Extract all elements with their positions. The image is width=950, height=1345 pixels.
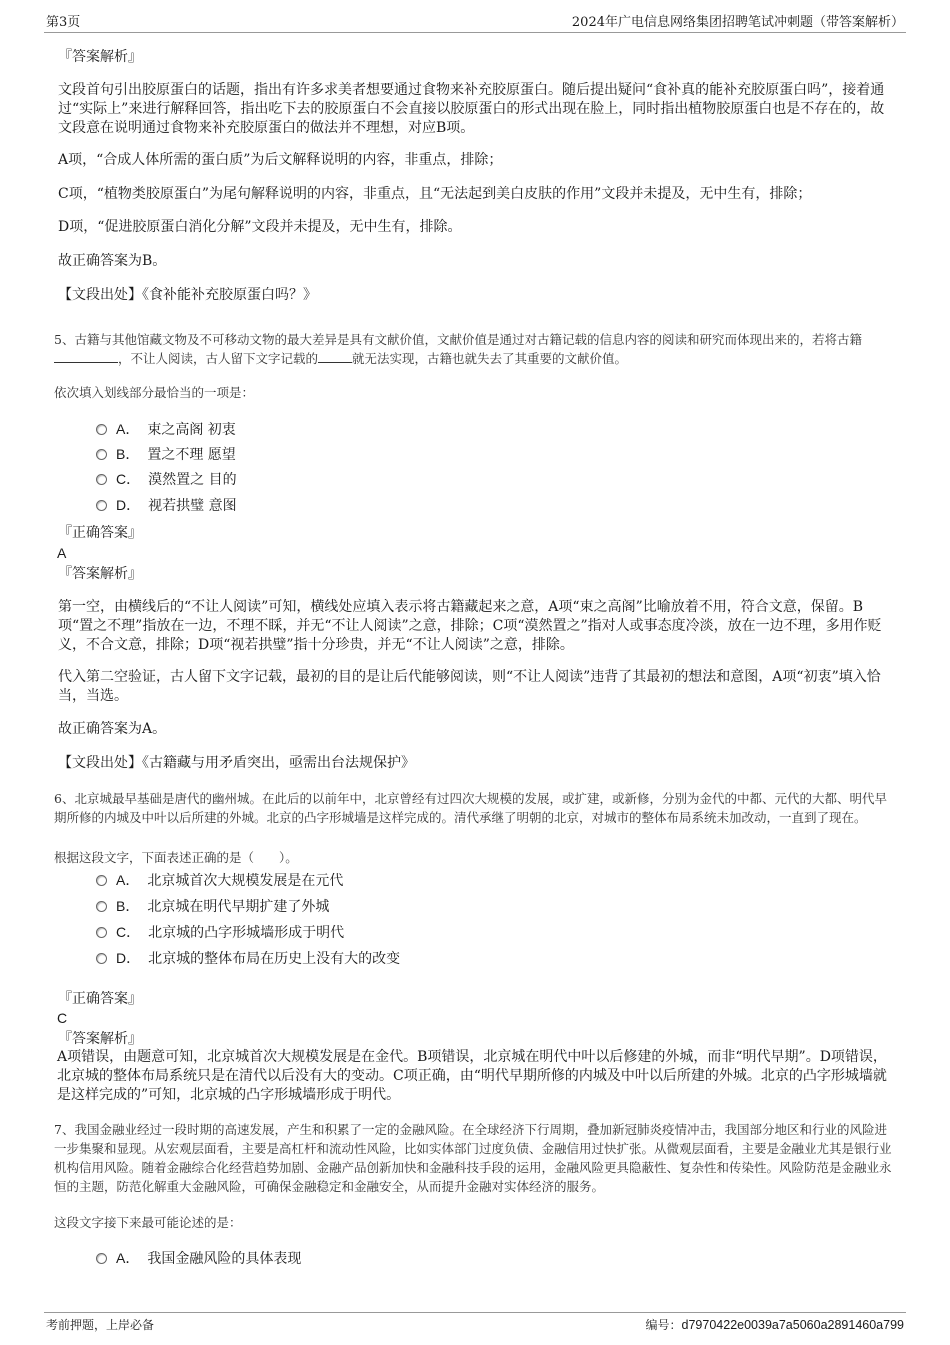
radio-icon[interactable] (96, 875, 107, 886)
page-header (0, 8, 950, 30)
question-prompt: 这段文字接下来最可能论述的是： (54, 1215, 242, 1230)
correct-answer: C (57, 1010, 68, 1026)
option-c[interactable]: C． 漠然置之 目的 (96, 468, 237, 490)
option-d[interactable]: D． 视若拱璧 意图 (96, 494, 237, 516)
question-stem: 5、古籍与其他馆藏文物及不可移动文物的最大差异是具有文献价值，文献价值是通过对古籍记载的信息内容的阅读和研究而体现出来的，若将古籍，不让人阅读，古人留下文字记载的 就无法实现，古籍也就失去了其重要的文献价值。 (54, 332, 862, 366)
correct-answer-label: 『正确答案』 (58, 991, 142, 1007)
question-stem: 7、我国金融业经过一段时期的高速发展，产生和积累了一定的金融风险。在全球经济下行周期，叠加新冠肺炎疫情冲击，我国部分地区和行业的风险进一步集聚和显现。从宏观层面看，主要是高杠杆和流动性风险，比如实体部门过度负债、金融信用过快扩张。从微观层面看，主要是金融业尤其是银行业机构信用风险。随着金融综合化经营趋势加剧、金融产品创新加快和金融科技手段的运用，金融风险更具隐蔽性、复杂性和传染性。风险防范是金融业永恒的主题，防范化解重大金融风险，可确保金融稳定和金融安全，从而提升金融对实体经济的服务。 (54, 1122, 892, 1194)
option-b[interactable]: B． 北京城在明代早期扩建了外城 (96, 895, 329, 917)
analysis-paragraph: 文段首句引出胶原蛋白的话题，指出有许多求美者想要通过食物来补充胶原蛋白。随后提出疑问“食补真的能补充胶原蛋白吗”，接着通过“实际上”来进行解释回答，指出吃下去的胶原蛋白不会直接以胶原蛋白的形式出现在脸上，同时指出植物胶原蛋白也是不存在的，故文段意在说明通过食物来补充胶原蛋白的做法并不理想，对应B项。 (58, 82, 885, 136)
option-c[interactable]: C． 北京城的凸字形城墙形成于明代 (96, 921, 344, 943)
option-a[interactable]: A． 北京城首次大规模发展是在元代 (96, 869, 343, 891)
option-a[interactable]: A． 束之高阁 初衷 (96, 418, 236, 440)
analysis-paragraph: D项，“促进胶原蛋白消化分解”文段并未提及，无中生有，排除。 (58, 219, 462, 235)
analysis-paragraph: A项，“合成人体所需的蛋白质”为后文解释说明的内容，非重点，排除； (58, 152, 503, 168)
source-citation: 【文段出处】《食补能补充胶原蛋白吗？》 (58, 287, 317, 303)
analysis-paragraph: 代入第二空验证，古人留下文字记载，最初的目的是让后代能够阅读，则“不让人阅读”违背了其最初的想法和意图，A项“初衷”填入恰当，当选。 (58, 669, 881, 704)
radio-icon[interactable] (96, 901, 107, 912)
radio-icon[interactable] (96, 953, 107, 964)
question-prompt: 依次填入划线部分最恰当的一项是： (54, 385, 255, 400)
analysis-paragraph: 第一空，由横线后的“不让人阅读”可知，横线处应填入表示将古籍藏起来之意，A项“束之高阁”比喻放着不用，符合文意，保留。B项“置之不理”指放在一边，不理不睬，并无“不让人阅读”之意，排除；C项“漠然置之”指对人或事态度冷淡，放在一边不理，多用作贬义，不合文意，排除；D项“视若拱璧”指十分珍贵，并无“不让人阅读”之意，排除。 (58, 599, 882, 653)
analysis-paragraph: C项，“植物类胶原蛋白”为尾句解释说明的内容，非重点，且“无法起到美白皮肤的作用”文段并未提及，无中生有，排除； (58, 186, 812, 202)
radio-icon[interactable] (96, 1253, 107, 1264)
page-number: 第3页 (46, 15, 81, 30)
option-b[interactable]: B． 置之不理 愿望 (96, 443, 236, 465)
conclusion: 故正确答案为B。 (58, 253, 167, 269)
option-a[interactable]: A． 我国金融风险的具体表现 (96, 1247, 301, 1269)
question-prompt: 根据这段文字，下面表述正确的是（ ）。 (54, 850, 298, 865)
analysis-label: 『答案解析』 (58, 1031, 142, 1047)
radio-icon[interactable] (96, 449, 107, 460)
radio-icon[interactable] (96, 424, 107, 435)
radio-icon[interactable] (96, 474, 107, 485)
footer-slogan: 考前押题，上岸必备 (46, 1318, 155, 1332)
analysis-paragraph: A项错误，由题意可知，北京城首次大规模发展是在金代。B项错误，北京城在明代中叶以后修建的外城，而非“明代早期”。D项错误，北京城的整体布局系统只是在清代以后没有大的变动。C项正确，由“明代早期所修的内城及中叶以后所建的外城。北京的凸字形城墙就是这样完成的”可知，北京城的凸字形城墙形成于明代。 (57, 1049, 887, 1103)
page-footer (0, 1312, 950, 1334)
analysis-label: 『答案解析』 (58, 566, 142, 582)
option-d[interactable]: D． 北京城的整体布局在历史上没有大的改变 (96, 947, 400, 969)
source-citation: 【文段出处】《古籍藏与用矛盾突出，亟需出台法规保护》 (58, 755, 415, 771)
fill-blank (54, 350, 118, 363)
analysis-label: 『答案解析』 (58, 49, 142, 65)
fill-blank (318, 350, 352, 363)
conclusion: 故正确答案为A。 (58, 721, 167, 737)
correct-answer: A (57, 545, 67, 561)
radio-icon[interactable] (96, 927, 107, 938)
document-title: 2024年广电信息网络集团招聘笔试冲刺题（带答案解析） (571, 15, 904, 30)
document-code: 编号：d7970422e0039a7a5060a2891460a799 (645, 1318, 904, 1332)
radio-icon[interactable] (96, 500, 107, 511)
correct-answer-label: 『正确答案』 (58, 525, 142, 541)
footer-divider (44, 1312, 906, 1313)
question-stem: 6、北京城最早基础是唐代的幽州城。在此后的以前年中，北京曾经有过四次大规模的发展，或扩建，或新修，分别为金代的中都、元代的大都、明代早期所修的内城及中叶以后所建的外城。北京的凸字形城墙是这样完成的。清代承继了明朝的北京，对城市的整体布局系统未加改动，一直到了现在。 (54, 791, 887, 825)
header-divider (44, 32, 906, 33)
